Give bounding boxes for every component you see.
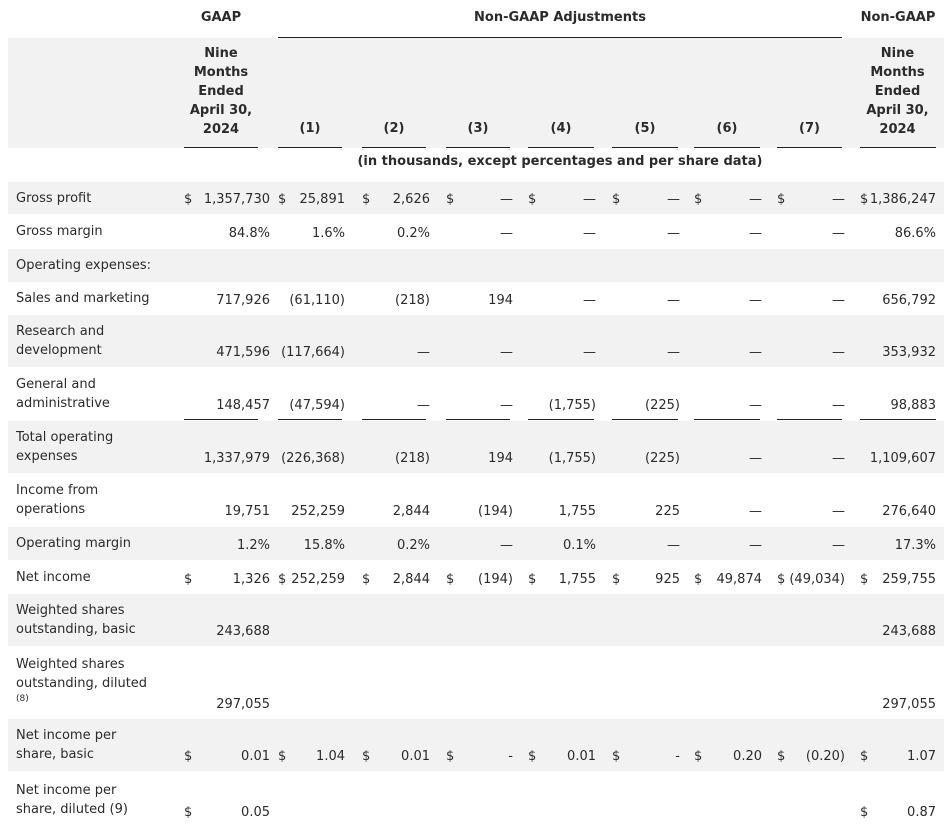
dollar-sign: $: [528, 749, 537, 764]
table-cell: 1,326: [232, 572, 270, 587]
row-label: [16, 322, 104, 360]
table-cell: 1,386,247: [869, 192, 936, 207]
row-label-line: Operating margin: [16, 536, 131, 551]
dollar-sign: $: [278, 572, 287, 587]
table-cell: —: [667, 226, 680, 241]
table-cell: (1,755): [548, 451, 596, 466]
table-cell: —: [583, 192, 596, 207]
table-cell: 243,688: [216, 624, 270, 639]
table-cell: (49,034): [789, 572, 845, 587]
table-cell: —: [832, 398, 845, 413]
row-label: [16, 289, 150, 308]
table-cell: 297,055: [882, 697, 936, 712]
table-cell: —: [832, 192, 845, 207]
table-cell: 0.05: [241, 805, 270, 820]
table-cell: —: [667, 345, 680, 360]
table-cell: 276,640: [882, 504, 936, 519]
dollar-sign: $: [184, 749, 193, 764]
column-heading-rule: [694, 147, 760, 148]
dollar-sign: $: [528, 192, 537, 207]
table-cell: (218): [395, 451, 430, 466]
table-cell: —: [749, 293, 762, 308]
table-cell: (61,110): [289, 293, 345, 308]
adjustments-header-rule: [278, 37, 842, 38]
table-cell: (225): [645, 398, 680, 413]
subtotal-rule: [777, 419, 842, 420]
table-cell: 25,891: [299, 192, 345, 207]
row-label-line: General and: [16, 377, 96, 392]
subtotal-rule: [446, 419, 510, 420]
table-cell: (0.20): [805, 749, 845, 764]
row-band: [8, 594, 944, 646]
table-cell: 2,626: [392, 192, 430, 207]
row-label-line: outstanding, basic: [16, 622, 136, 637]
column-heading-rule: [612, 147, 678, 148]
dollar-sign: $: [612, 192, 621, 207]
subtotal-rule: [694, 419, 760, 420]
table-cell: —: [749, 345, 762, 360]
row-label-line: Operating expenses:: [16, 258, 152, 273]
row-label-line: development: [16, 343, 102, 358]
table-cell: 0.1%: [562, 538, 596, 553]
table-cell: -: [675, 749, 680, 764]
row-label-line: operations: [16, 502, 86, 517]
table-cell: —: [832, 293, 845, 308]
row-label-line: Research and: [16, 324, 105, 339]
column-heading-rule: [860, 147, 936, 148]
table-cell: 353,932: [882, 345, 936, 360]
table-cell: 925: [655, 572, 680, 587]
row-label: [16, 428, 113, 466]
dollar-sign: $: [278, 192, 287, 207]
table-cell: 0.2%: [396, 538, 430, 553]
units-note: (in thousands, except percentages and per share data): [357, 154, 763, 169]
non-gaap-period-heading: Nine Months Ended April 30, 2024: [866, 46, 929, 137]
dollar-sign: $: [184, 805, 193, 820]
row-label-line: Weighted shares: [16, 656, 125, 672]
adjustment-column-heading: (3): [467, 121, 489, 136]
row-label-line: (8): [16, 693, 29, 704]
subtotal-rule: [362, 419, 426, 420]
row-label-line: outstanding, diluted: [16, 675, 148, 691]
table-cell: —: [500, 192, 513, 207]
row-label-line: Total operating: [16, 430, 114, 445]
subtotal-rule: [184, 419, 258, 420]
table-cell: 1,109,607: [869, 451, 936, 466]
table-cell: -: [508, 749, 513, 764]
table-cell: 1,755: [558, 504, 596, 519]
row-label: [16, 534, 131, 553]
table-cell: 194: [488, 451, 513, 466]
table-cell: 717,926: [216, 293, 270, 308]
table-cell: 1.07: [907, 749, 936, 764]
table-cell: 17.3%: [894, 538, 936, 553]
column-heading-rule: [184, 147, 258, 148]
column-heading-rule: [362, 147, 426, 148]
dollar-sign: $: [446, 572, 455, 587]
table-cell: 2,844: [392, 572, 430, 587]
table-cell: 0.01: [401, 749, 430, 764]
table-cell: 225: [655, 504, 680, 519]
table-cell: (47,594): [289, 398, 345, 413]
table-cell: (226,368): [281, 451, 345, 466]
table-cell: —: [417, 398, 430, 413]
subtotal-rule: [278, 419, 342, 420]
table-cell: —: [832, 504, 845, 519]
row-label-line: Net income per: [16, 728, 117, 743]
row-label-line: Weighted shares: [16, 603, 125, 618]
table-cell: (194): [478, 572, 513, 587]
table-cell: —: [500, 226, 513, 241]
dollar-sign: $: [777, 572, 786, 587]
table-cell: —: [500, 538, 513, 553]
dollar-sign: $: [860, 805, 869, 820]
table-cell: —: [583, 293, 596, 308]
table-cell: 194: [488, 293, 513, 308]
table-cell: 15.8%: [303, 538, 345, 553]
dollar-sign: $: [446, 192, 455, 207]
row-label-line: Income from: [16, 483, 99, 498]
table-cell: 0.87: [907, 805, 936, 820]
dollar-sign: $: [278, 749, 287, 764]
adjustment-column-heading: (6): [716, 121, 738, 136]
adjustment-column-heading: (5): [634, 121, 656, 136]
table-cell: 1.04: [316, 749, 345, 764]
row-label: [16, 375, 110, 413]
row-label-line: Gross margin: [16, 224, 103, 239]
table-cell: 86.6%: [894, 226, 936, 241]
column-heading-rule: [528, 147, 594, 148]
row-label-line: Gross profit: [16, 190, 92, 206]
row-label-line: share, basic: [16, 747, 95, 762]
dollar-sign: $: [612, 572, 621, 587]
table-cell: —: [749, 451, 762, 466]
table-cell: 0.01: [241, 749, 270, 764]
table-cell: 1,337,979: [203, 451, 270, 466]
table-cell: 1,755: [558, 572, 596, 587]
subtotal-rule: [860, 419, 936, 420]
table-cell: —: [583, 226, 596, 241]
dollar-sign: $: [860, 192, 869, 207]
table-cell: —: [667, 538, 680, 553]
dollar-sign: $: [612, 749, 621, 764]
row-label-line: administrative: [16, 396, 110, 411]
adjustment-column-heading: (7): [799, 121, 820, 136]
adjustment-column-heading: (1): [299, 121, 321, 136]
table-cell: —: [749, 504, 762, 519]
dollar-sign: $: [694, 192, 703, 207]
table-cell: —: [667, 192, 680, 207]
dollar-sign: $: [362, 192, 371, 207]
subtotal-rule: [528, 419, 594, 420]
row-label-line: Net income per: [16, 782, 117, 798]
dollar-sign: $: [446, 749, 455, 764]
table-cell: 148,457: [216, 398, 270, 413]
table-cell: —: [832, 226, 845, 241]
subtotal-rule: [612, 419, 678, 420]
table-cell: 49,874: [716, 572, 762, 587]
table-cell: —: [500, 398, 513, 413]
row-label: [16, 568, 91, 587]
row-label: [16, 256, 151, 275]
table-cell: 259,755: [882, 572, 936, 587]
table-cell: —: [832, 345, 845, 360]
column-heading-rule: [278, 147, 342, 148]
table-cell: (117,664): [281, 345, 345, 360]
row-label-line: share, diluted (9): [16, 801, 128, 817]
table-cell: 19,751: [224, 504, 270, 519]
table-cell: 656,792: [882, 293, 936, 308]
row-label: [16, 655, 147, 705]
table-cell: 471,596: [216, 345, 270, 360]
table-cell: (218): [395, 293, 430, 308]
table-cell: —: [749, 538, 762, 553]
dollar-sign: $: [860, 572, 869, 587]
column-heading-rule: [446, 147, 510, 148]
adjustment-column-heading: (4): [550, 121, 572, 136]
row-label: [16, 189, 91, 208]
dollar-sign: $: [528, 572, 537, 587]
dollar-sign: $: [694, 749, 703, 764]
table-cell: (1,755): [548, 398, 596, 413]
table-cell: 252,259: [291, 572, 345, 587]
table-cell: 2,844: [392, 504, 430, 519]
table-cell: —: [417, 345, 430, 360]
table-cell: 84.8%: [228, 226, 270, 241]
dollar-sign: $: [184, 572, 193, 587]
column-heading-rule: [777, 147, 842, 148]
table-cell: 252,259: [291, 504, 345, 519]
table-cell: —: [832, 451, 845, 466]
table-cell: 98,883: [890, 398, 936, 413]
row-label: [16, 222, 103, 241]
dollar-sign: $: [362, 749, 371, 764]
table-cell: 1.6%: [311, 226, 345, 241]
table-cell: —: [667, 293, 680, 308]
table-cell: 1,357,730: [203, 192, 270, 207]
non-gaap-header: Non-GAAP: [860, 10, 936, 25]
table-cell: —: [583, 345, 596, 360]
dollar-sign: $: [777, 749, 786, 764]
dollar-sign: $: [184, 192, 193, 207]
table-cell: 0.20: [733, 749, 762, 764]
row-label: [16, 481, 98, 519]
table-cell: —: [832, 538, 845, 553]
table-cell: —: [749, 398, 762, 413]
dollar-sign: $: [777, 192, 786, 207]
gaap-header: GAAP: [200, 10, 242, 25]
row-label: [16, 601, 136, 639]
table-cell: —: [500, 345, 513, 360]
adjustment-column-heading: (2): [383, 121, 405, 136]
dollar-sign: $: [362, 572, 371, 587]
table-cell: (194): [478, 504, 513, 519]
dollar-sign: $: [860, 749, 869, 764]
table-cell: 0.2%: [396, 226, 430, 241]
table-cell: 243,688: [882, 624, 936, 639]
row-label: [16, 781, 128, 819]
table-cell: 1.2%: [236, 538, 270, 553]
table-cell: 297,055: [216, 697, 270, 712]
table-cell: —: [749, 226, 762, 241]
table-cell: —: [749, 192, 762, 207]
table-cell: (225): [645, 451, 680, 466]
dollar-sign: $: [694, 572, 703, 587]
table-cell: 0.01: [567, 749, 596, 764]
row-label-line: Sales and marketing: [16, 291, 150, 306]
row-label: [16, 726, 116, 764]
row-label-line: Net income: [16, 570, 91, 585]
gaap-period-heading: Nine Months Ended April 30, 2024: [189, 46, 253, 137]
non-gaap-adjustments-header: Non-GAAP Adjustments: [474, 10, 646, 25]
row-label-line: expenses: [16, 449, 78, 464]
